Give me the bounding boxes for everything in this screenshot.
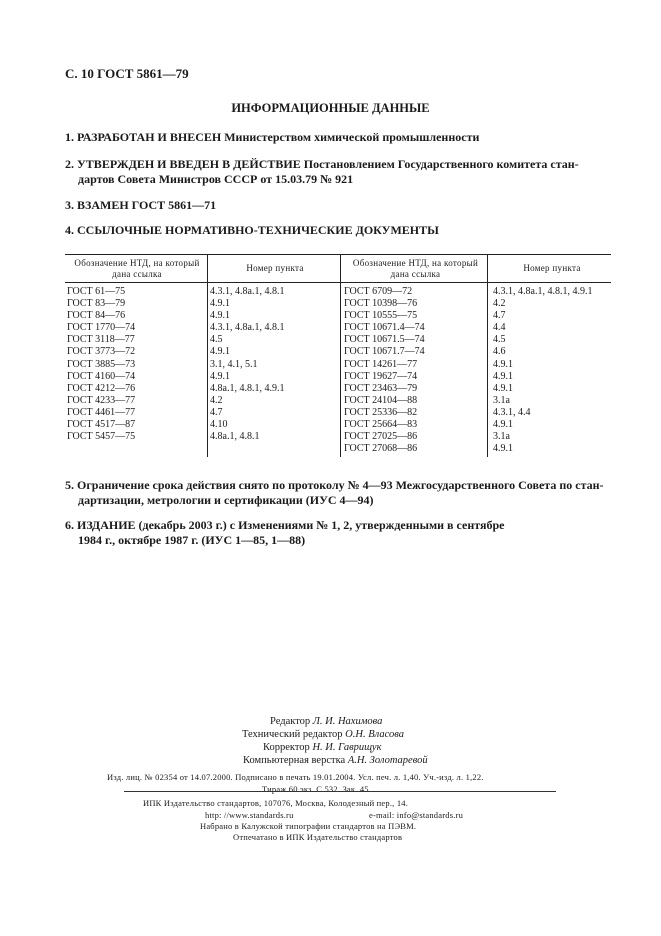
table-cell-item: 4.5	[210, 334, 223, 346]
table-cell-item: 4.8а.1, 4.8.1	[210, 431, 260, 443]
table-cell-doc: ГОСТ 4461—77	[67, 406, 136, 418]
table-cell-doc: ГОСТ 14261—77	[344, 358, 418, 370]
item-2-line2: дартов Совета Министров СССР от 15.03.79 № 921	[78, 172, 354, 186]
table-cell-item: 4.3.1, 4.4	[493, 406, 531, 418]
table-cell-item: 3.1, 4.1, 5.1	[210, 358, 258, 370]
table-cell-item: 4.9.1	[210, 310, 230, 322]
credit-corrector: Корректор Н. И. Гаврищук	[263, 742, 382, 753]
table-cell-doc: ГОСТ 23463—79	[344, 382, 418, 394]
imprint-website: http: //www.standards.ru	[205, 810, 294, 820]
item-4: 4. ССЫЛОЧНЫЕ НОРМАТИВНО-ТЕХНИЧЕСКИЕ ДОКУМЕНТЫ	[65, 223, 439, 237]
table-cell-item: 4.4	[493, 322, 506, 334]
table-cell-item: 4.3.1, 4.8а.1, 4.8.1	[210, 286, 285, 297]
imprint-publisher: ИПК Издательство стандартов, 107076, Москва, Колодезный пер., 14.	[143, 798, 409, 808]
right-docs-column	[341, 283, 488, 458]
table-cell-item: 4.10	[210, 419, 228, 431]
table-cell-item: 4.2	[210, 394, 223, 406]
table-cell-doc: ГОСТ 25664—83	[344, 419, 418, 431]
table-cell-item: 4.9.1	[210, 298, 230, 310]
table-cell-item: 4.9.1	[493, 358, 513, 370]
table-cell-doc: ГОСТ 27068—86	[344, 443, 418, 455]
right-items-column	[488, 283, 612, 458]
table-cell-item: 4.9.1	[493, 443, 513, 455]
imprint-email: e-mail: info@standards.ru	[369, 810, 464, 820]
imprint-typeset: Набрано в Калужской типографии стандартов на ПЭВМ.	[200, 821, 417, 831]
item-3: 3. ВЗАМЕН ГОСТ 5861—71	[65, 198, 217, 212]
item-1: 1. РАЗРАБОТАН И ВНЕСЕН Министерством химической промышленности	[65, 130, 480, 144]
credit-editor: Редактор Л. И. Нахимова	[270, 716, 383, 727]
credit-tech-editor: Технический редактор О.Н. Власова	[242, 729, 404, 740]
table-cell-doc: ГОСТ 1770—74	[67, 322, 136, 334]
table-cell-item: 4.9.1	[493, 370, 513, 382]
table-cell-item: 4.2	[493, 298, 506, 310]
section-title: ИНФОРМАЦИОННЫЕ ДАННЫЕ	[231, 101, 430, 115]
item-6-line2: 1984 г., октябре 1987 г. (ИУС 1—85, 1—88)	[78, 533, 306, 547]
table-cell-doc: ГОСТ 10671.5—74	[344, 334, 425, 346]
imprint-print-run: Тираж 60 экз. С 532. Зак. 45.	[262, 784, 372, 794]
table-cell-doc: ГОСТ 19627—74	[344, 370, 418, 382]
references-table	[65, 254, 611, 457]
table-cell-item: 4.7	[493, 310, 506, 322]
table-cell-doc: ГОСТ 4212—76	[67, 382, 136, 394]
table-cell-item: 4.3.1, 4.8а.1, 4.8.1	[210, 322, 285, 334]
col-header-doc-left: Обозначение НТД, на который дана ссылка	[65, 255, 208, 283]
table-cell-item: 4.9.1	[210, 346, 230, 358]
item-5-line1: 5. Ограничение срока действия снято по протоколу № 4—93 Межгосударственного Совета по стан-	[65, 478, 604, 492]
item-5-line2: дартизации, метрологии и сертификации (ИУС 4—94)	[78, 493, 374, 507]
table-cell-doc: ГОСТ 5457—75	[67, 431, 136, 443]
table-cell-doc: ГОСТ 10671.7—74	[344, 346, 425, 358]
credit-layout: Компьютерная верстка А.Н. Золотаревой	[243, 755, 428, 766]
table-cell-item: 4.9.1	[210, 370, 230, 382]
imprint-license: Изд. лиц. № 02354 от 14.07.2000. Подписано в печать 19.01.2004. Усл. печ. л. 1,40. Уч.-изд. л. 1,22.	[107, 772, 484, 782]
table-cell-item: 4.9.1	[493, 382, 513, 394]
table-cell-doc: ГОСТ 27025—86	[344, 431, 418, 443]
table-cell-doc: ГОСТ 3773—72	[67, 346, 136, 358]
table-cell-item: 4.7	[210, 406, 223, 418]
table-cell-item: 4.5	[493, 334, 506, 346]
left-docs-column	[65, 283, 208, 458]
table-cell-item: 3.1а	[493, 431, 510, 443]
table-cell-item: 4.3.1, 4.8а.1, 4.8.1, 4.9.1	[493, 286, 593, 297]
table-cell-doc: ГОСТ 10671.4—74	[344, 322, 425, 334]
table-cell-doc: ГОСТ 83—79	[67, 298, 126, 310]
left-items-column	[208, 283, 341, 458]
table-cell-doc: ГОСТ 24104—88	[344, 394, 418, 406]
item-2-line1: 2. УТВЕРЖДЕН И ВВЕДЕН В ДЕЙСТВИЕ Постановлением Государственного комитета стан-	[65, 157, 579, 171]
table-cell-doc: ГОСТ 10398—76	[344, 298, 418, 310]
table-cell-doc: ГОСТ 84—76	[67, 310, 126, 322]
col-header-item-right: Номер пункта	[488, 255, 612, 283]
table-cell-doc: ГОСТ 4233—77	[67, 394, 136, 406]
table-cell-doc: ГОСТ 3885—73	[67, 358, 136, 370]
divider	[124, 791, 556, 792]
imprint-printed: Отпечатано в ИПК Издательство стандартов	[233, 832, 403, 842]
table-cell-doc: ГОСТ 4517—87	[67, 419, 136, 431]
table-cell-item: 4.8а.1, 4.8.1, 4.9.1	[210, 382, 285, 394]
item-6-line1: 6. ИЗДАНИЕ (декабрь 2003 г.) с Изменениями № 1, 2, утвержденными в сентябре	[65, 518, 505, 532]
table-cell-doc: ГОСТ 6709—72	[344, 286, 413, 297]
page-header: С. 10 ГОСТ 5861—79	[65, 66, 189, 81]
table-cell-item: 3.1а	[493, 394, 510, 406]
table-cell-doc: ГОСТ 3118—77	[67, 334, 135, 346]
table-cell-doc: ГОСТ 10555—75	[344, 310, 418, 322]
table-cell-doc: ГОСТ 25336—82	[344, 406, 418, 418]
table-cell-doc: ГОСТ 4160—74	[67, 370, 136, 382]
table-cell-doc: ГОСТ 61—75	[67, 286, 126, 297]
col-header-doc-right: Обозначение НТД, на который дана ссылка	[341, 255, 488, 283]
table-cell-item: 4.6	[493, 346, 506, 358]
table-cell-item: 4.9.1	[493, 419, 513, 431]
col-header-item-left: Номер пункта	[208, 255, 341, 283]
